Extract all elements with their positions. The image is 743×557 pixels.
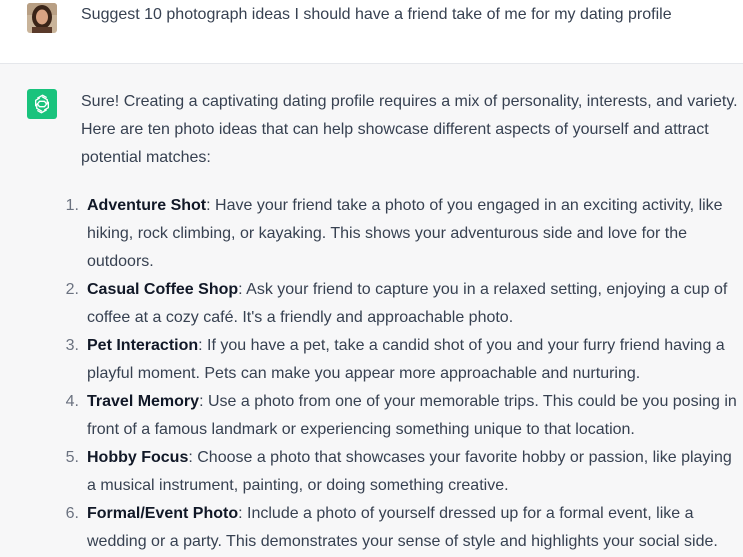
list-item	[65, 332, 741, 388]
list-item-text: : Include a photo of yourself dressed up for a formal event, like a wedding or a party. This demonstrates your sense of style and highlights your social side.	[87, 505, 718, 550]
list-item-number: 4.	[65, 393, 79, 410]
assistant-message-content	[65, 88, 741, 556]
user-message-row	[0, 0, 743, 64]
list-item-text: : Have your friend take a photo of you engaged in an exciting activity, like hiking, rock climbing, or kayaking. This shows your adventurous side and love for the outdoors.	[87, 197, 723, 270]
list-item-number: 2.	[65, 281, 79, 298]
list-item-number: 5.	[65, 449, 79, 466]
list-item-title: Pet Interaction	[87, 337, 199, 354]
list-item-text: : Choose a photo that showcases your favorite hobby or passion, like playing a musical instrument, painting, or doing something creative.	[87, 449, 732, 494]
list-item-title: Travel Memory	[87, 393, 200, 410]
list-item-number: 3.	[65, 337, 79, 354]
list-item-number: 6.	[65, 505, 79, 522]
assistant-message-row	[0, 64, 743, 557]
photo-ideas-list	[65, 192, 741, 556]
assistant-intro: Sure! Creating a captivating dating profile requires a mix of personality, interests, and variety. Here are ten photo ideas that can help showcase different aspects of yourself and attract potential matches:	[81, 93, 738, 166]
list-item-title: Hobby Focus	[87, 449, 189, 466]
list-item-text: : If you have a pet, take a candid shot of you and your furry friend having a playful moment. Pets can make you appear more approachable and nurturing.	[87, 337, 725, 382]
list-item-title: Casual Coffee Shop	[87, 281, 239, 298]
list-item	[65, 388, 741, 444]
list-item-text: : Ask your friend to capture you in a relaxed setting, enjoying a cup of coffee at a cozy café. It's a friendly and approachable photo.	[87, 281, 728, 326]
list-item-title: Formal/Event Photo	[87, 505, 239, 522]
list-item	[65, 192, 741, 276]
list-item-number: 1.	[65, 197, 79, 214]
openai-logo-icon	[27, 89, 57, 119]
user-avatar	[27, 3, 57, 33]
list-item	[65, 276, 741, 332]
user-message-text: Suggest 10 photograph ideas I should have a friend take of me for my dating profile	[81, 6, 672, 23]
list-item-text: : Use a photo from one of your memorable trips. This could be you posing in front of a famous landmark or experiencing something unique to that location.	[87, 393, 737, 438]
list-item	[65, 500, 741, 556]
list-item	[65, 444, 741, 500]
list-item-title: Adventure Shot	[87, 197, 207, 214]
